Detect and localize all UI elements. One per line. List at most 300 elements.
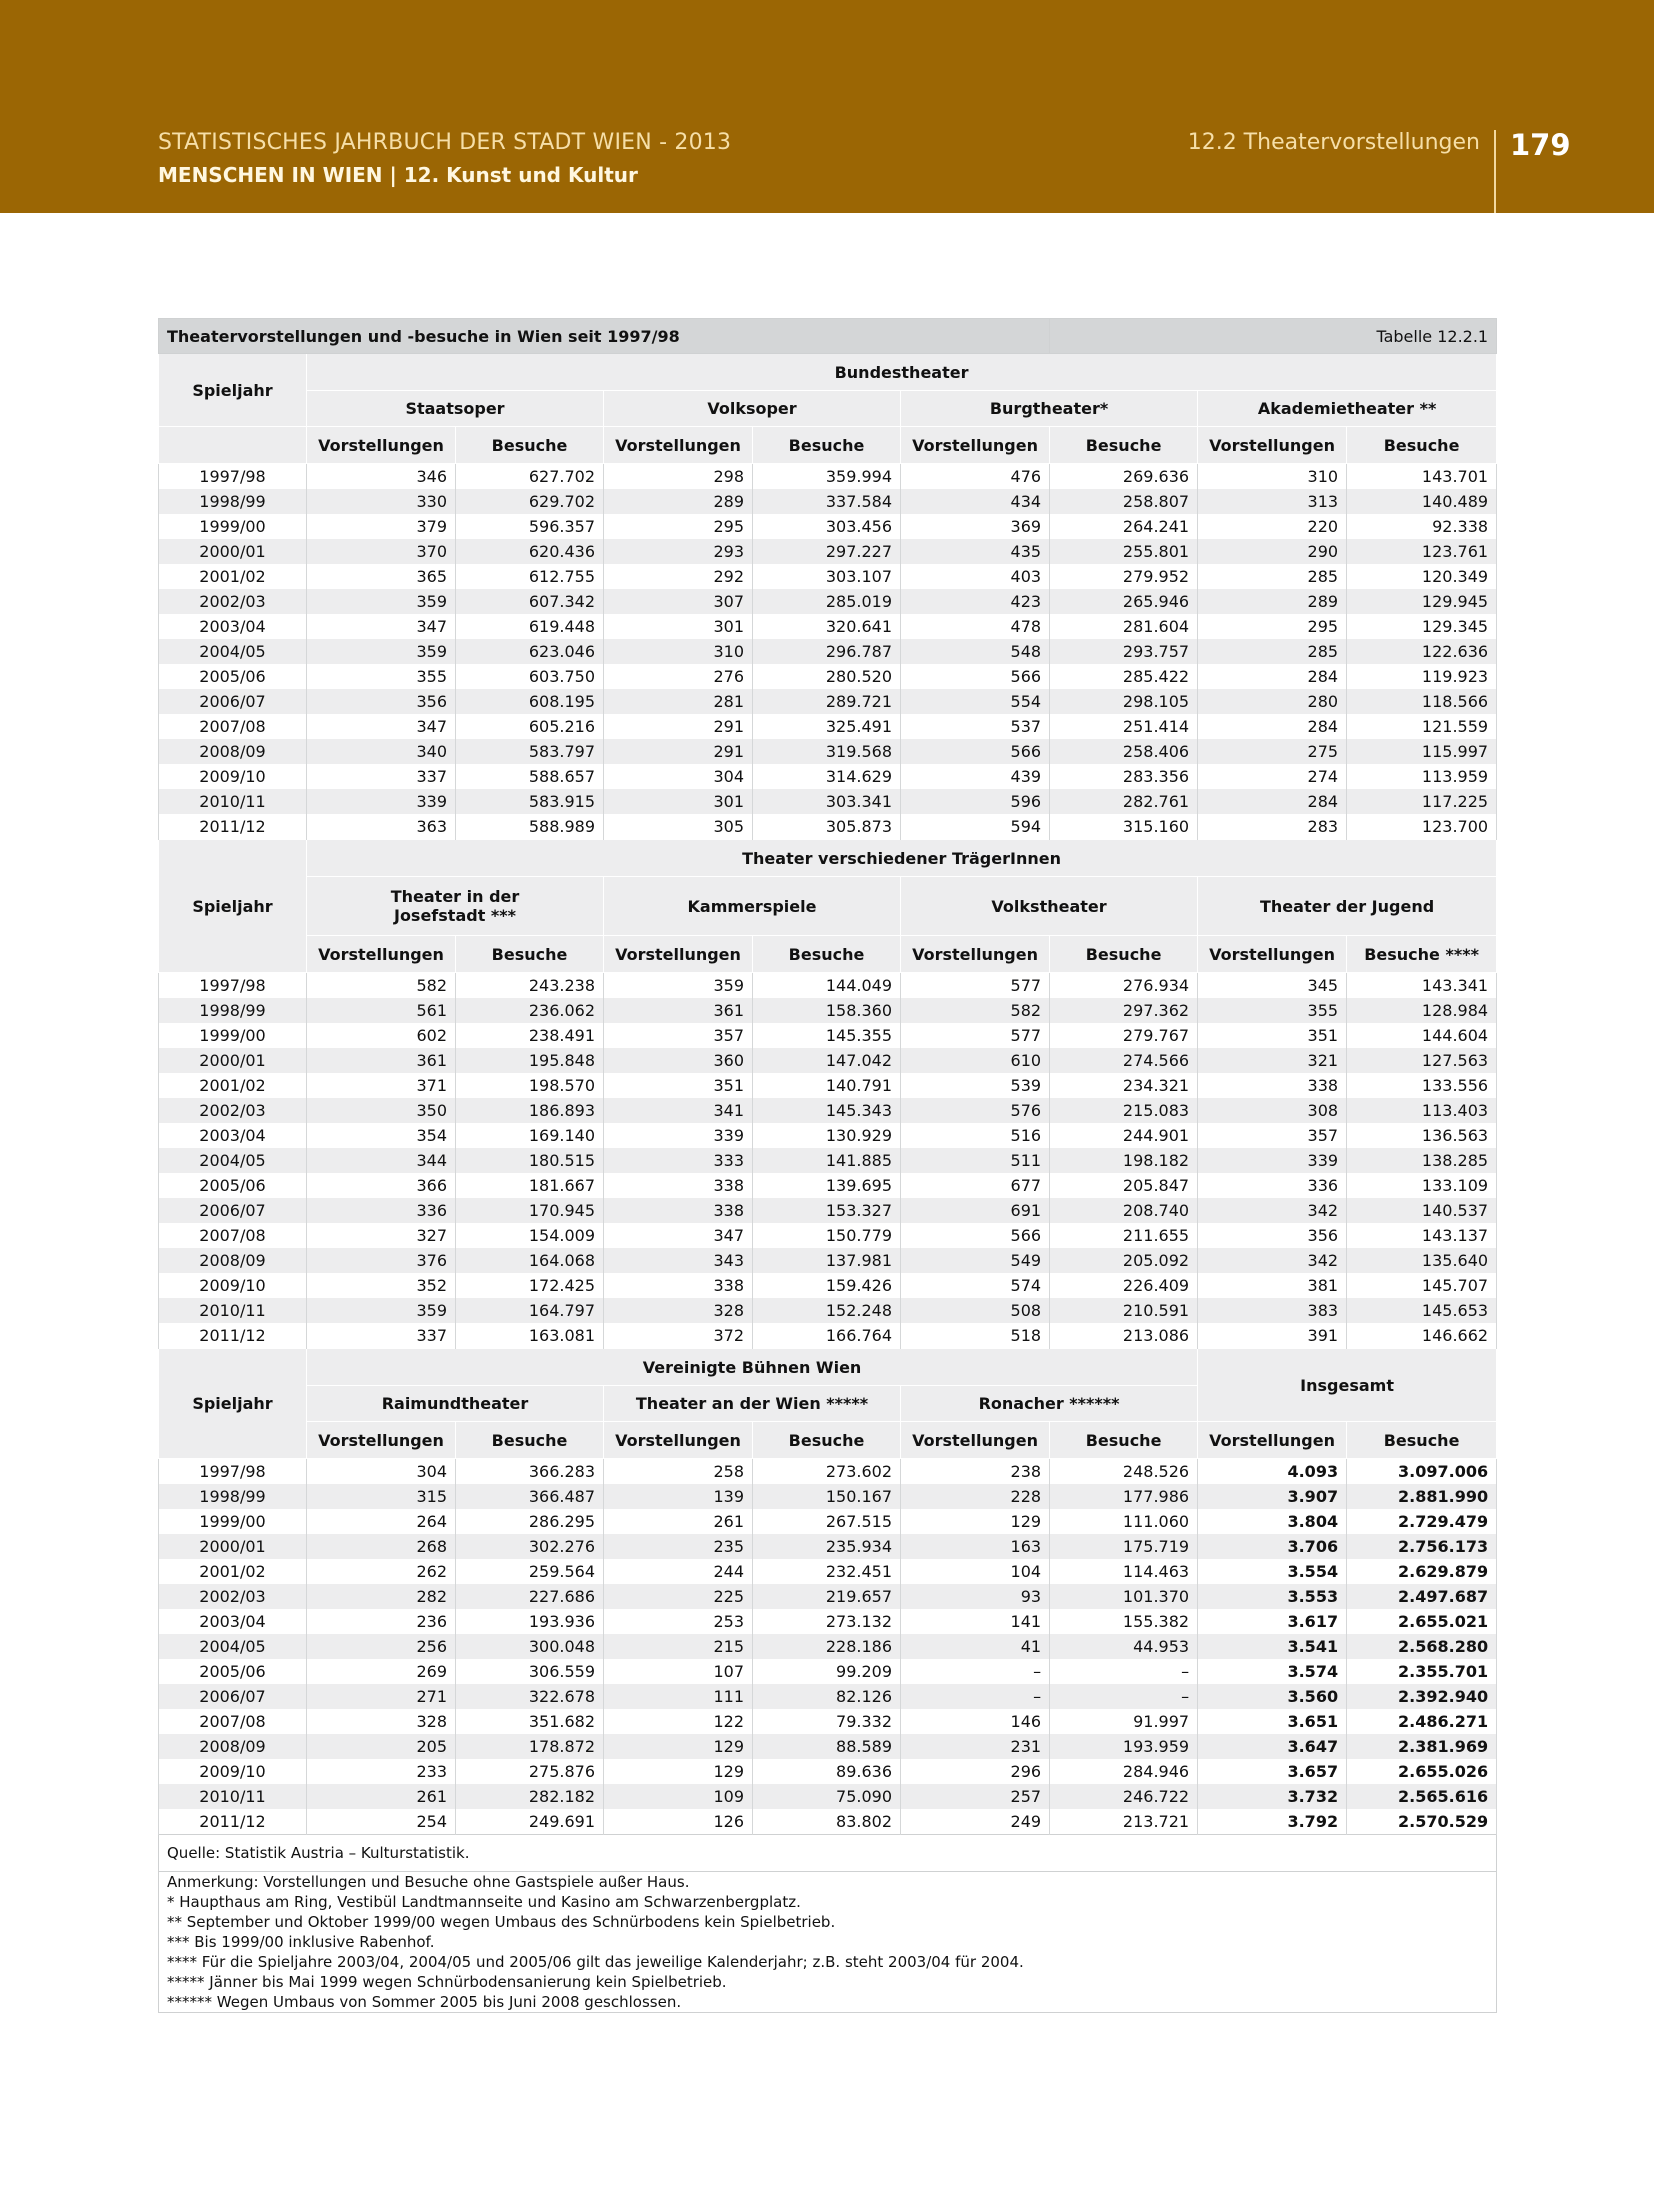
vorstellungen-cell: 284	[1198, 789, 1347, 814]
besuche-cell: 164.068	[456, 1248, 604, 1273]
besuche-cell: 629.702	[456, 489, 604, 514]
besuche-cell: 89.636	[753, 1759, 901, 1784]
vorstellungen-cell: 139	[604, 1484, 753, 1509]
besuche-cell: 195.848	[456, 1048, 604, 1073]
vorstellungen-cell: 111	[604, 1684, 753, 1709]
vorstellungen-cell: 355	[307, 664, 456, 689]
table-row	[159, 464, 1497, 490]
spieljahr-cell: 2005/06	[159, 1173, 307, 1198]
besuche-cell: 144.049	[753, 973, 901, 999]
theatre-header-akademietheater: Akademietheater **	[1198, 391, 1497, 427]
vorstellungen-cell: 342	[1198, 1198, 1347, 1223]
besuche-cell: 359.994	[753, 464, 901, 490]
vorstellungen-cell: 290	[1198, 539, 1347, 564]
theatre-header-volksoper: Volksoper	[604, 391, 901, 427]
header-row-theatres	[159, 391, 1497, 427]
spieljahr-cell: 2009/10	[159, 1759, 307, 1784]
spieljahr-cell: 2011/12	[159, 814, 307, 840]
besuche-cell: 150.779	[753, 1223, 901, 1248]
besuche-cell: 152.248	[753, 1298, 901, 1323]
vorstellungen-cell: 285	[1198, 564, 1347, 589]
header-row-group	[159, 354, 1497, 391]
vorstellungen-cell: 516	[901, 1123, 1050, 1148]
vorstellungen-cell: 476	[901, 464, 1050, 490]
besuche-cell: 83.802	[753, 1809, 901, 1835]
vorstellungen-cell: 284	[1198, 714, 1347, 739]
besuche-cell: 286.295	[456, 1509, 604, 1534]
table-row	[159, 1223, 1497, 1248]
vorstellungen-cell: 359	[307, 589, 456, 614]
besuche-cell: 236.062	[456, 998, 604, 1023]
group-header-bundestheater: Bundestheater	[307, 354, 1497, 391]
besuche-cell: 158.360	[753, 998, 901, 1023]
column-header-besuche: Besuche	[1050, 936, 1198, 973]
table-row	[159, 1323, 1497, 1349]
header-row-group	[159, 1349, 1497, 1386]
vorstellungen-cell: 249	[901, 1809, 1050, 1835]
total-vorstellungen-cell: 4.093	[1198, 1459, 1347, 1485]
vorstellungen-cell: 359	[604, 973, 753, 999]
vorstellungen-cell: 574	[901, 1273, 1050, 1298]
besuche-cell: 213.721	[1050, 1809, 1198, 1835]
besuche-cell: –	[1050, 1659, 1198, 1684]
besuche-cell: 227.686	[456, 1584, 604, 1609]
block3-data-body	[159, 1459, 1497, 1835]
column-header-spieljahr-spacer	[159, 427, 307, 464]
table-row	[159, 1584, 1497, 1609]
statistics-table-container	[158, 318, 1496, 2013]
vorstellungen-cell: 338	[604, 1273, 753, 1298]
vorstellungen-cell: 262	[307, 1559, 456, 1584]
besuche-cell: 315.160	[1050, 814, 1198, 840]
vorstellungen-cell: 107	[604, 1659, 753, 1684]
spieljahr-cell: 2003/04	[159, 1609, 307, 1634]
vorstellungen-cell: 549	[901, 1248, 1050, 1273]
vorstellungen-cell: 610	[901, 1048, 1050, 1073]
besuche-cell: 147.042	[753, 1048, 901, 1073]
table-row	[159, 1123, 1497, 1148]
vorstellungen-cell: 370	[307, 539, 456, 564]
vorstellungen-cell: 577	[901, 973, 1050, 999]
vorstellungen-cell: 109	[604, 1784, 753, 1809]
column-header-vorstellungen: Vorstellungen	[901, 936, 1050, 973]
footnotes	[159, 1872, 1497, 2013]
vorstellungen-cell: 281	[604, 689, 753, 714]
besuche-cell: 118.566	[1347, 689, 1497, 714]
besuche-cell: 296.787	[753, 639, 901, 664]
besuche-cell: 145.343	[753, 1098, 901, 1123]
spieljahr-cell: 1998/99	[159, 998, 307, 1023]
vorstellungen-cell: 423	[901, 589, 1050, 614]
vorstellungen-cell: 478	[901, 614, 1050, 639]
besuche-cell: 249.691	[456, 1809, 604, 1835]
table-row	[159, 998, 1497, 1023]
besuche-cell: 172.425	[456, 1273, 604, 1298]
besuche-cell: 258.807	[1050, 489, 1198, 514]
besuche-cell: 279.767	[1050, 1023, 1198, 1048]
besuche-cell: 140.489	[1347, 489, 1497, 514]
vorstellungen-cell: 315	[307, 1484, 456, 1509]
besuche-cell: 366.487	[456, 1484, 604, 1509]
besuche-cell: 44.953	[1050, 1634, 1198, 1659]
total-besuche-cell: 2.355.701	[1347, 1659, 1497, 1684]
vorstellungen-cell: 264	[307, 1509, 456, 1534]
table-row	[159, 1609, 1497, 1634]
vorstellungen-cell: 141	[901, 1609, 1050, 1634]
table-row	[159, 1534, 1497, 1559]
vorstellungen-cell: 301	[604, 789, 753, 814]
column-header-vorstellungen: Vorstellungen	[307, 427, 456, 464]
spieljahr-cell: 2001/02	[159, 564, 307, 589]
spieljahr-cell: 1999/00	[159, 514, 307, 539]
vorstellungen-cell: 283	[1198, 814, 1347, 840]
vorstellungen-cell: 344	[307, 1148, 456, 1173]
besuche-cell: 588.657	[456, 764, 604, 789]
vorstellungen-cell: 244	[604, 1559, 753, 1584]
table-row	[159, 489, 1497, 514]
footnote: **** Für die Spieljahre 2003/04, 2004/05 und 2005/06 gilt das jeweilige Kalenderjahr; z.B. steht 2003/04 für 2004.	[167, 1953, 1024, 1971]
vorstellungen-cell: 304	[307, 1459, 456, 1485]
vorstellungen-cell: 376	[307, 1248, 456, 1273]
besuche-cell: 366.283	[456, 1459, 604, 1485]
vorstellungen-cell: 354	[307, 1123, 456, 1148]
besuche-cell: 319.568	[753, 739, 901, 764]
vorstellungen-cell: 577	[901, 1023, 1050, 1048]
page-number: 179	[1510, 128, 1571, 162]
vorstellungen-cell: 333	[604, 1148, 753, 1173]
table-row	[159, 1073, 1497, 1098]
column-header-besuche: Besuche	[753, 936, 901, 973]
besuche-cell: 99.209	[753, 1659, 901, 1684]
spieljahr-cell: 2011/12	[159, 1323, 307, 1349]
table-row	[159, 514, 1497, 539]
besuche-cell: 75.090	[753, 1784, 901, 1809]
vorstellungen-cell: 41	[901, 1634, 1050, 1659]
spieljahr-cell: 2010/11	[159, 1298, 307, 1323]
vorstellungen-cell: 298	[604, 464, 753, 490]
total-besuche-cell: 2.881.990	[1347, 1484, 1497, 1509]
vorstellungen-cell: 346	[307, 464, 456, 490]
spieljahr-cell: 2002/03	[159, 589, 307, 614]
total-vorstellungen-cell: 3.804	[1198, 1509, 1347, 1534]
vorstellungen-cell: 129	[604, 1759, 753, 1784]
besuche-cell: 605.216	[456, 714, 604, 739]
total-besuche-cell: 2.756.173	[1347, 1534, 1497, 1559]
vorstellungen-cell: 233	[307, 1759, 456, 1784]
table-row	[159, 1248, 1497, 1273]
vorstellungen-cell: 163	[901, 1534, 1050, 1559]
column-header-vorstellungen: Vorstellungen	[1198, 1422, 1347, 1459]
header-divider	[1494, 130, 1496, 213]
vorstellungen-cell: 261	[604, 1509, 753, 1534]
besuche-cell: 101.370	[1050, 1584, 1198, 1609]
besuche-cell: 619.448	[456, 614, 604, 639]
besuche-cell: 170.945	[456, 1198, 604, 1223]
vorstellungen-cell: 146	[901, 1709, 1050, 1734]
vorstellungen-cell: 258	[604, 1459, 753, 1485]
table-row	[159, 664, 1497, 689]
vorstellungen-cell: 304	[604, 764, 753, 789]
spieljahr-cell: 2008/09	[159, 1734, 307, 1759]
header-row-group	[159, 840, 1497, 877]
vorstellungen-cell: 328	[307, 1709, 456, 1734]
besuche-cell: 123.761	[1347, 539, 1497, 564]
vorstellungen-cell: 313	[1198, 489, 1347, 514]
total-besuche-cell: 2.570.529	[1347, 1809, 1497, 1835]
vorstellungen-cell: 369	[901, 514, 1050, 539]
besuche-cell: 166.764	[753, 1323, 901, 1349]
total-vorstellungen-cell: 3.541	[1198, 1634, 1347, 1659]
vorstellungen-cell: 321	[1198, 1048, 1347, 1073]
table-row	[159, 1198, 1497, 1223]
vorstellungen-cell: 341	[604, 1098, 753, 1123]
vorstellungen-cell: 602	[307, 1023, 456, 1048]
besuche-cell: 141.885	[753, 1148, 901, 1173]
page-header	[0, 0, 1654, 213]
besuche-cell: 133.556	[1347, 1073, 1497, 1098]
besuche-cell: 117.225	[1347, 789, 1497, 814]
vorstellungen-cell: 357	[604, 1023, 753, 1048]
table-row	[159, 1098, 1497, 1123]
besuche-cell: 113.403	[1347, 1098, 1497, 1123]
besuche-cell: 180.515	[456, 1148, 604, 1173]
besuche-cell: 297.227	[753, 539, 901, 564]
vorstellungen-cell: 295	[604, 514, 753, 539]
table-row	[159, 639, 1497, 664]
vorstellungen-cell: 379	[307, 514, 456, 539]
column-header-besuche: Besuche	[1347, 1422, 1497, 1459]
vorstellungen-cell: 548	[901, 639, 1050, 664]
besuche-cell: 603.750	[456, 664, 604, 689]
vorstellungen-cell: 561	[307, 998, 456, 1023]
spieljahr-cell: 2000/01	[159, 539, 307, 564]
vorstellungen-cell: 347	[307, 614, 456, 639]
spieljahr-cell: 2005/06	[159, 664, 307, 689]
vorstellungen-cell: 337	[307, 1323, 456, 1349]
besuche-cell: 583.915	[456, 789, 604, 814]
vorstellungen-cell: 307	[604, 589, 753, 614]
besuche-cell: 279.952	[1050, 564, 1198, 589]
besuche-cell: 583.797	[456, 739, 604, 764]
theatre-header-burgtheater: Burgtheater*	[901, 391, 1198, 427]
besuche-cell: 155.382	[1050, 1609, 1198, 1634]
spieljahr-cell: 2008/09	[159, 739, 307, 764]
vorstellungen-cell: 293	[604, 539, 753, 564]
vorstellungen-cell: 205	[307, 1734, 456, 1759]
theatre-header-theater-der-jugend: Theater der Jugend	[1198, 877, 1497, 936]
spieljahr-cell: 2001/02	[159, 1073, 307, 1098]
besuche-cell: 303.107	[753, 564, 901, 589]
spieljahr-cell: 2007/08	[159, 714, 307, 739]
besuche-cell: 246.722	[1050, 1784, 1198, 1809]
group-header-traegerinnen: Theater verschiedener TrägerInnen	[307, 840, 1497, 877]
spieljahr-cell: 2004/05	[159, 1148, 307, 1173]
vorstellungen-cell: 285	[1198, 639, 1347, 664]
vorstellungen-cell: 352	[307, 1273, 456, 1298]
spieljahr-cell: 2007/08	[159, 1223, 307, 1248]
besuche-cell: 303.341	[753, 789, 901, 814]
besuche-cell: 211.655	[1050, 1223, 1198, 1248]
vorstellungen-cell: 360	[604, 1048, 753, 1073]
total-vorstellungen-cell: 3.657	[1198, 1759, 1347, 1784]
besuche-cell: 238.491	[456, 1023, 604, 1048]
spieljahr-cell: 1999/00	[159, 1509, 307, 1534]
vorstellungen-cell: 372	[604, 1323, 753, 1349]
table-row	[159, 1173, 1497, 1198]
column-header-besuche: Besuche	[1050, 427, 1198, 464]
besuche-cell: 205.092	[1050, 1248, 1198, 1273]
total-vorstellungen-cell: 3.560	[1198, 1684, 1347, 1709]
vorstellungen-cell: 381	[1198, 1273, 1347, 1298]
besuche-cell: 159.426	[753, 1273, 901, 1298]
vorstellungen-cell: 347	[604, 1223, 753, 1248]
total-vorstellungen-cell: 3.651	[1198, 1709, 1347, 1734]
vorstellungen-cell: 291	[604, 714, 753, 739]
besuche-cell: 588.989	[456, 814, 604, 840]
spieljahr-cell: 2000/01	[159, 1048, 307, 1073]
besuche-cell: 121.559	[1347, 714, 1497, 739]
total-besuche-cell: 3.097.006	[1347, 1459, 1497, 1485]
besuche-cell: 130.929	[753, 1123, 901, 1148]
besuche-cell: 210.591	[1050, 1298, 1198, 1323]
besuche-cell: 293.757	[1050, 639, 1198, 664]
total-besuche-cell: 2.486.271	[1347, 1709, 1497, 1734]
besuche-cell: 144.604	[1347, 1023, 1497, 1048]
table-row	[159, 1759, 1497, 1784]
besuche-cell: 177.986	[1050, 1484, 1198, 1509]
table-row	[159, 564, 1497, 589]
besuche-cell: 219.657	[753, 1584, 901, 1609]
vorstellungen-cell: 296	[901, 1759, 1050, 1784]
table-caption-row	[159, 319, 1497, 354]
vorstellungen-cell: 271	[307, 1684, 456, 1709]
besuche-cell: 127.563	[1347, 1048, 1497, 1073]
footnote: *** Bis 1999/00 inklusive Rabenhof.	[167, 1933, 435, 1951]
vorstellungen-cell: 366	[307, 1173, 456, 1198]
besuche-cell: 251.414	[1050, 714, 1198, 739]
besuche-cell: 282.182	[456, 1784, 604, 1809]
besuche-cell: 143.341	[1347, 973, 1497, 999]
vorstellungen-cell: –	[901, 1684, 1050, 1709]
spieljahr-cell: 2004/05	[159, 1634, 307, 1659]
spieljahr-cell: 2003/04	[159, 1123, 307, 1148]
besuche-cell: 303.456	[753, 514, 901, 539]
table-row	[159, 1023, 1497, 1048]
vorstellungen-cell: 289	[1198, 589, 1347, 614]
vorstellungen-cell: 274	[1198, 764, 1347, 789]
besuche-cell: 226.409	[1050, 1273, 1198, 1298]
spieljahr-cell: 2001/02	[159, 1559, 307, 1584]
column-header-spieljahr: Spieljahr	[159, 1349, 307, 1459]
vorstellungen-cell: 508	[901, 1298, 1050, 1323]
besuche-cell: 298.105	[1050, 689, 1198, 714]
vorstellungen-cell: 282	[307, 1584, 456, 1609]
vorstellungen-cell: 301	[604, 614, 753, 639]
besuche-cell: 274.566	[1050, 1048, 1198, 1073]
total-besuche-cell: 2.381.969	[1347, 1734, 1497, 1759]
spieljahr-cell: 1999/00	[159, 1023, 307, 1048]
besuche-cell: 123.700	[1347, 814, 1497, 840]
vorstellungen-cell: 343	[604, 1248, 753, 1273]
column-header-vorstellungen: Vorstellungen	[307, 1422, 456, 1459]
besuche-cell: 297.362	[1050, 998, 1198, 1023]
vorstellungen-cell: 391	[1198, 1323, 1347, 1349]
spieljahr-cell: 2006/07	[159, 1684, 307, 1709]
table-row	[159, 789, 1497, 814]
table-row	[159, 1559, 1497, 1584]
vorstellungen-cell: 339	[604, 1123, 753, 1148]
besuche-cell: 198.182	[1050, 1148, 1198, 1173]
vorstellungen-cell: 235	[604, 1534, 753, 1559]
vorstellungen-cell: 337	[307, 764, 456, 789]
spieljahr-cell: 1997/98	[159, 973, 307, 999]
total-besuche-cell: 2.392.940	[1347, 1684, 1497, 1709]
vorstellungen-cell: 228	[901, 1484, 1050, 1509]
theatre-header-theater-an-der-wien: Theater an der Wien *****	[604, 1386, 901, 1422]
spieljahr-cell: 1998/99	[159, 1484, 307, 1509]
vorstellungen-cell: 305	[604, 814, 753, 840]
vorstellungen-cell: 361	[604, 998, 753, 1023]
besuche-cell: 282.761	[1050, 789, 1198, 814]
block1-data-body	[159, 464, 1497, 840]
spieljahr-cell: 2010/11	[159, 1784, 307, 1809]
vorstellungen-cell: 256	[307, 1634, 456, 1659]
table-row	[159, 1659, 1497, 1684]
total-besuche-cell: 2.568.280	[1347, 1634, 1497, 1659]
besuche-cell: 322.678	[456, 1684, 604, 1709]
besuche-cell: 88.589	[753, 1734, 901, 1759]
column-header-vorstellungen: Vorstellungen	[604, 427, 753, 464]
column-header-besuche: Besuche	[753, 1422, 901, 1459]
besuche-cell: –	[1050, 1684, 1198, 1709]
besuche-cell: 145.653	[1347, 1298, 1497, 1323]
vorstellungen-cell: 351	[1198, 1023, 1347, 1048]
table-row	[159, 539, 1497, 564]
theatre-header-kammerspiele: Kammerspiele	[604, 877, 901, 936]
besuche-cell: 146.662	[1347, 1323, 1497, 1349]
besuche-cell: 129.945	[1347, 589, 1497, 614]
besuche-cell: 150.167	[753, 1484, 901, 1509]
besuche-cell: 181.667	[456, 1173, 604, 1198]
total-vorstellungen-cell: 3.732	[1198, 1784, 1347, 1809]
vorstellungen-cell: 276	[604, 664, 753, 689]
vorstellungen-cell: 336	[307, 1198, 456, 1223]
vorstellungen-cell: 383	[1198, 1298, 1347, 1323]
table-row	[159, 1709, 1497, 1734]
besuche-cell: 623.046	[456, 639, 604, 664]
besuche-cell: 198.570	[456, 1073, 604, 1098]
table-row	[159, 614, 1497, 639]
besuche-cell: 276.934	[1050, 973, 1198, 999]
besuche-cell: 612.755	[456, 564, 604, 589]
besuche-cell: 133.109	[1347, 1173, 1497, 1198]
footnote: * Haupthaus am Ring, Vestibül Landtmannseite und Kasino am Schwarzenbergplatz.	[167, 1893, 801, 1911]
spieljahr-cell: 2004/05	[159, 639, 307, 664]
vorstellungen-cell: 403	[901, 564, 1050, 589]
besuche-cell: 596.357	[456, 514, 604, 539]
vorstellungen-cell: 268	[307, 1534, 456, 1559]
header-row-measures	[159, 936, 1497, 973]
total-vorstellungen-cell: 3.617	[1198, 1609, 1347, 1634]
besuche-cell: 300.048	[456, 1634, 604, 1659]
header-row-measures	[159, 1422, 1497, 1459]
theatre-header-josefstadt	[307, 877, 604, 936]
besuche-cell: 82.126	[753, 1684, 901, 1709]
table-row	[159, 714, 1497, 739]
vorstellungen-cell: 338	[1198, 1073, 1347, 1098]
vorstellungen-cell: 215	[604, 1634, 753, 1659]
besuche-cell: 273.602	[753, 1459, 901, 1485]
